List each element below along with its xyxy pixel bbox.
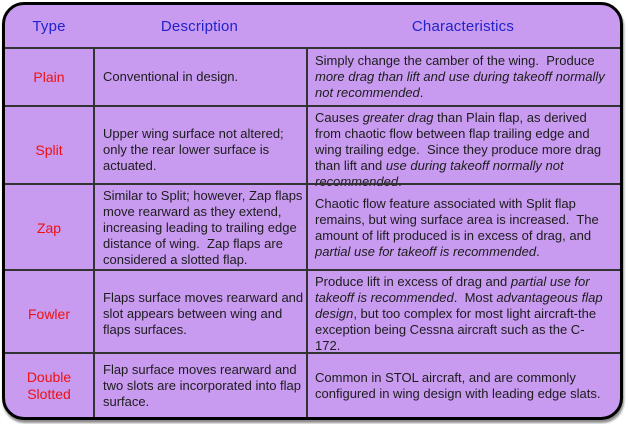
column-header-type: Type — [32, 17, 66, 35]
characteristics-segment: Simply change the camber of the wing. Produce — [315, 53, 599, 68]
characteristics-segment: advantageous flap design — [315, 290, 607, 321]
description-text: Similar to Split; however, Zap flaps move rearward as they extend, increasing leading to trailing edge distance of wing. Zap flaps are considered a slotted flap. — [103, 188, 307, 267]
characteristics-cell — [306, 271, 620, 357]
type-cell — [5, 271, 93, 357]
characteristics-segment: Chaotic flow feature associated with Split flap remains, but wing surface area is increased. The amount of lift produced is in excess of drag, and — [315, 196, 603, 243]
table-header-row — [5, 5, 620, 49]
flap-types-table — [2, 2, 623, 420]
type-cell — [5, 354, 93, 417]
characteristics-cell — [306, 49, 620, 105]
characteristics-cell — [306, 354, 620, 417]
description-cell — [93, 107, 306, 193]
type-cell — [5, 185, 93, 271]
description-text: Flap surface moves rearward and two slots are incorporated into flap surface. — [103, 361, 305, 409]
characteristics-segment: , but too complex for most light aircraft-the exception being Cessna aircraft such as the C-172. — [315, 306, 600, 353]
characteristics-text — [315, 110, 609, 190]
characteristics-segment: than Plain flap, as derived from chaotic flow between flap trailing edge and wing trailing edge. Since they produce more drag than lift and — [315, 110, 605, 173]
description-text: Conventional in design. — [103, 69, 239, 84]
description-text: Flaps surface moves rearward and slot appears between wing and flaps surfaces. — [103, 290, 307, 337]
characteristics-segment: use during takeoff normally not recommended — [315, 158, 568, 189]
characteristics-segment: Causes — [315, 110, 363, 125]
table-row — [5, 49, 620, 105]
type-label: Fowler — [27, 305, 70, 322]
characteristics-text — [315, 196, 609, 260]
description-cell — [93, 271, 306, 357]
type-label: Split — [35, 141, 63, 158]
type-label: Plain — [33, 68, 65, 85]
table-body — [5, 49, 620, 417]
characteristics-text — [315, 370, 609, 402]
characteristics-segment: . — [536, 244, 540, 259]
table-row — [5, 183, 620, 269]
type-cell — [5, 107, 93, 193]
characteristics-segment: more drag than lift and use during takeoff normally not recommended — [315, 69, 609, 100]
description-cell — [93, 354, 306, 417]
description-cell — [93, 49, 306, 105]
table-row — [5, 105, 620, 189]
type-label: Double Slotted — [26, 368, 72, 402]
characteristics-segment: partial use for takeoff is recommended — [315, 274, 594, 305]
characteristics-segment: . — [419, 85, 424, 100]
characteristics-segment: greater drag — [362, 110, 434, 125]
column-header-characteristics: Characteristics — [411, 17, 515, 35]
characteristics-cell — [306, 107, 620, 193]
type-cell — [5, 49, 93, 105]
characteristics-segment: . Most — [453, 290, 497, 305]
characteristics-text — [315, 274, 609, 354]
characteristics-segment: Produce lift in excess of drag and — [315, 274, 511, 289]
characteristics-text — [315, 53, 609, 101]
characteristics-segment: . — [398, 174, 402, 189]
table-row — [5, 352, 620, 417]
description-cell — [93, 185, 306, 271]
column-header-description: Description — [160, 17, 239, 35]
type-label: Zap — [36, 219, 62, 236]
characteristics-segment: Common in STOL aircraft, and are commonly configured in wing design with leading edge slats. — [315, 369, 601, 401]
characteristics-cell — [306, 185, 620, 271]
description-text: Upper wing surface not altered; only the rear lower surface is actuated. — [103, 126, 288, 173]
characteristics-segment: partial use for takeoff is recommended — [315, 244, 537, 259]
table-row — [5, 269, 620, 352]
